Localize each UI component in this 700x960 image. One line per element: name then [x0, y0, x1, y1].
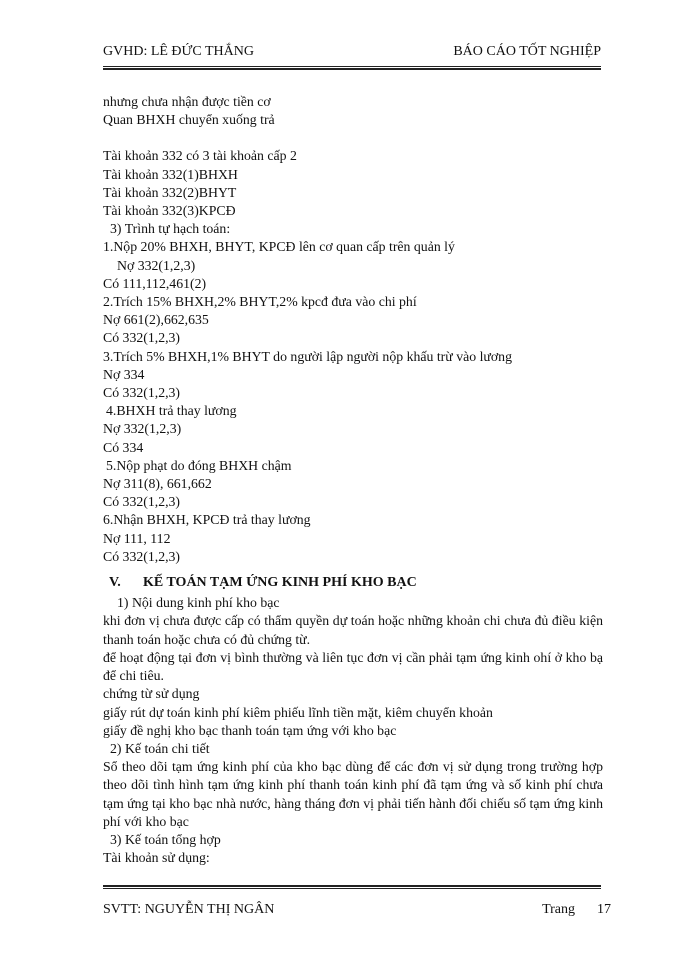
subheading: 3) Trình tự hạch toán:	[110, 221, 231, 237]
text-line: nhưng chưa nhận được tiền cơ	[103, 94, 271, 109]
text-line: Có 332(1,2,3)	[103, 494, 181, 510]
document-body	[103, 93, 603, 867]
text-line: 3.Trích 5% BHXH,1% BHYT do người lập người nộp khấu trừ vào lương	[103, 348, 512, 364]
text-line: Tài khoản sử dụng:	[103, 850, 210, 866]
subheading: 3) Kế toán tổng hợp	[110, 831, 221, 847]
text-line: Nợ 661(2),662,635	[103, 312, 209, 328]
text-line: Có 332(1,2,3)	[103, 548, 181, 564]
text-line: Tài khoản 332(3)KPCĐ	[103, 203, 236, 219]
paragraph: để hoạt động tại đơn vị bình thường và liên tục đơn vị cần phải tạm ứng kinh ohí ở kho bạ để chi tiêu.	[103, 649, 603, 684]
section-title: KẾ TOÁN TẠM ỨNG KINH PHÍ KHO BẠC	[143, 575, 417, 591]
header-report-title: BÁO CÁO TỐT NGHIỆP	[453, 44, 601, 59]
subheading: 1) Nội dung kinh phí kho bạc	[117, 595, 280, 611]
footer-student: SVTT: NGUYỄN THỊ NGÂN	[103, 902, 275, 917]
page-footer	[103, 902, 611, 918]
text-line: giấy rút dự toán kinh phí kiêm phiếu lĩnh tiền mặt, kiêm chuyển khoản	[103, 704, 493, 720]
text-line: Nợ 334	[103, 366, 145, 382]
text-line: chứng từ sử dụng	[103, 686, 200, 702]
header-divider-thick	[103, 68, 601, 70]
text-line: Nợ 332(1,2,3)	[103, 421, 182, 437]
text-line: Có 111,112,461(2)	[103, 275, 207, 291]
text-line: Có 332(1,2,3)	[103, 330, 181, 346]
text-line: 5.Nộp phạt do đóng BHXH chậm	[106, 457, 292, 473]
footer-divider	[103, 888, 601, 889]
text-line: Có 334	[103, 439, 144, 455]
text-line: Tài khoản 332 có 3 tài khoản cấp 2	[103, 148, 297, 164]
page-label: Trang	[542, 902, 575, 917]
text-line: Tài khoản 332(2)BHYT	[103, 184, 237, 200]
footer-divider-thick	[103, 885, 601, 887]
text-line: giấy đề nghị kho bạc thanh toán tạm ứng với kho bạc	[103, 722, 397, 738]
text-line: Nợ 311(8), 661,662	[103, 476, 212, 492]
text-line: 6.Nhận BHXH, KPCĐ trả thay lương	[103, 512, 311, 528]
section-heading	[103, 574, 603, 592]
text-line: Nợ 111, 112	[103, 530, 171, 546]
section-number: V.	[109, 575, 121, 591]
page-indicator	[542, 902, 611, 918]
text-line: Có 332(1,2,3)	[103, 385, 181, 401]
text-line: 4.BHXH trả thay lương	[106, 403, 237, 419]
paragraph: Sổ theo dõi tạm ứng kinh phí của kho bạc dùng để các đơn vị sử dụng trong trường hợp theo dõi tình hình tạm ứng kinh phí thanh toán kinh phí đã tạm ứng và số kinh phí chưa tạm ứng tại kho bạc nhà nước, hàng tháng đơn vị phải tiến hành đối chiếu số tạm ứng kinh phí với kho bạc	[103, 759, 603, 829]
text-line: 2.Trích 15% BHXH,2% BHYT,2% kpcđ đưa vào chi phí	[103, 294, 417, 310]
page-header	[103, 44, 601, 60]
subheading: 2) Kế toán chi tiết	[110, 740, 210, 756]
text-line: 1.Nộp 20% BHXH, BHYT, KPCĐ lên cơ quan cấp trên quản lý	[103, 239, 455, 255]
page-number: 17	[597, 902, 611, 917]
text-line: Nợ 332(1,2,3)	[117, 257, 196, 273]
text-line: Quan BHXH chuyển xuống trả	[103, 112, 275, 128]
header-divider	[103, 66, 601, 67]
text-line: Tài khoản 332(1)BHXH	[103, 166, 238, 182]
paragraph: khi đơn vị chưa được cấp có thẩm quyền dự toán hoặc những khoản chi chưa đủ điều kiện thanh toán hoặc chưa có đủ chứng từ.	[103, 613, 603, 647]
header-advisor: GVHD: LÊ ĐỨC THẮNG	[103, 44, 254, 59]
